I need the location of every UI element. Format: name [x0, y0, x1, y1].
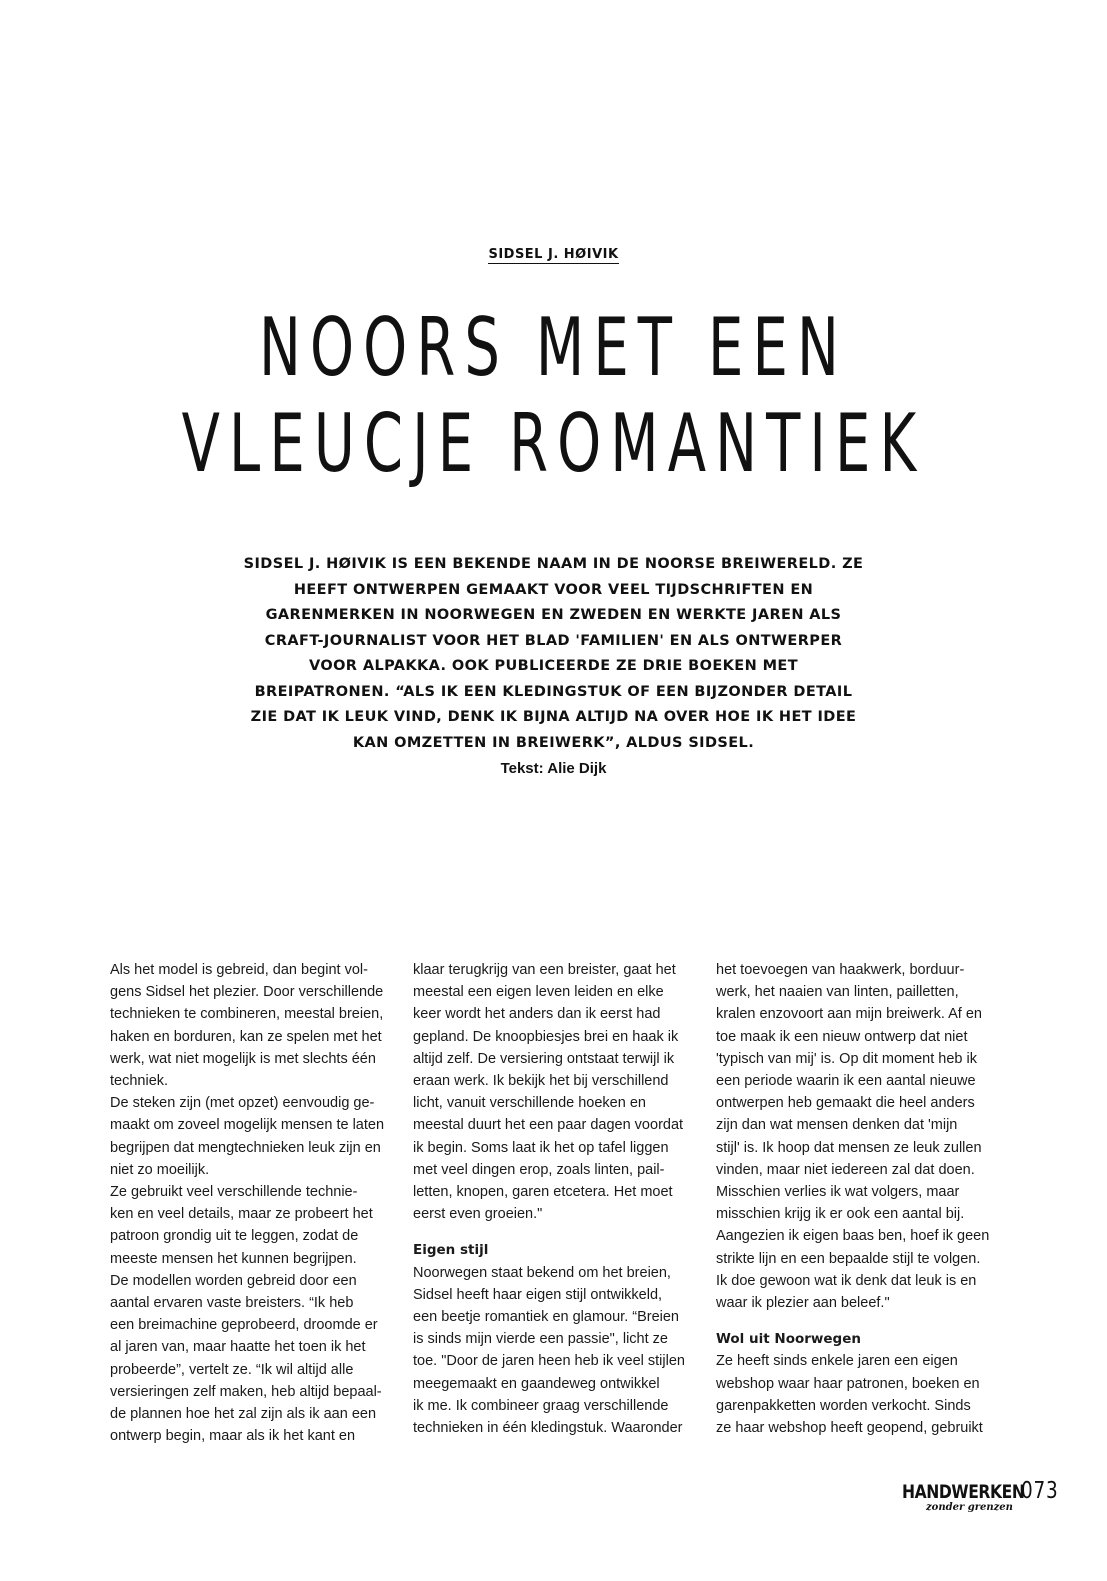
subheading-wol-uit-noorwegen: Wol uit Noorwegen [716, 1331, 861, 1348]
subheading-eigen-stijl: Eigen stijl [413, 1242, 489, 1259]
body-paragraph: klaar terugkrijg van een breister, gaat het meestal een eigen leven leiden en elke keer wordt het anders dan ik eerst had gepland. De knoopbiesjes brei en haak ik altijd zelf. De versiering ontstaat terwijl ik eraan werk. Ik bekijk het bij verschillend licht, vanuit verschillende hoeken en meestal duurt het een paar dagen voordat ik begin. Soms laat ik het op tafel liggen met veel dingen erop, zoals linten, pail- letten, knopen, garen etcetera. Het moet eerst even groeien." [413, 962, 684, 1223]
body-paragraph: het toevoegen van haakwerk, borduur- werk, het naaien van linten, pailletten, kralen enzovoort aan mijn breiwerk. Af en toe maak ik een nieuw ontwerp dat niet 'typisch van mij' is. Op dit moment heb ik een periode waarin ik een aantal nieuwe ontwerpen heb gemaakt die heel anders zijn dan wat mensen denken dat 'mijn stijl' is. Ik hoop dat mensen ze leuk zullen vinden, maar niet iedereen zal dat doen. Misschien verlies ik wat volgers, maar misschien krijg ik er ook een aantal bij. Aangezien ik eigen baas ben, hoef ik geen strikte lijn en een bepaalde stijl te volgen. Ik doe gewoon wat ik denk dat leuk is en waar ik plezier aan beleef." [716, 962, 990, 1312]
magazine-logo-tagline: zonder grenzen [926, 1502, 1013, 1513]
headline-line-1: NOORS MET EEN [259, 301, 848, 394]
body-column-2 [413, 959, 688, 1439]
body-paragraph: Ze heeft sinds enkele jaren een eigen webshop waar haar patronen, boeken en garenpakketten worden verkocht. Sinds ze haar webshop heeft geopend, gebruikt [716, 1353, 983, 1437]
article-byline: Tekst: Alie Dijk [500, 760, 607, 777]
article-intro: SIDSEL J. HØIVIK IS EEN BEKENDE NAAM IN DE NOORSE BREIWERELD. ZE HEEFT ONTWERPEN GEMAAKT VOOR VEEL TIJDSCHRIFTEN EN GARENMERKEN IN NOORWEGEN EN ZWEDEN EN WERKTE JAREN ALS CRAFT-JOURNALIST VOOR HET BLAD 'FAMILIEN' EN ALS ONTWERPER VOOR ALPAKKA. OOK PUBLICEERDE ZE DRIE BOEKEN MET BREIPATRONEN. “ALS IK EEN KLEDINGSTUK OF EEN BIJZONDER DETAIL ZIE DAT IK LEUK VIND, DENK IK BIJNA ALTIJD NA OVER HOE IK HET IDEE KAN OMZETTEN IN BREIWERK”, ALDUS SIDSEL. [243, 556, 864, 751]
body-column-3 [716, 959, 991, 1439]
body-column-1 [110, 959, 385, 1447]
page-footer [902, 1478, 1062, 1521]
magazine-logo: HANDWERKEN [902, 1481, 1025, 1503]
body-paragraph: Als het model is gebreid, dan begint vol- gens Sidsel het plezier. Door verschillende technieken te combineren, meestal breien, haken en borduren, kan ze spelen met het werk, wat niet mogelijk is met slechts één techniek. De steken zijn (met opzet) eenvoudig ge- maakt om zoveel mogelijk mensen te laten begrijpen dat mengtechnieken leuk zijn en niet zo moeilijk. Ze gebruikt veel verschillende technie- ken en veel details, maar ze probeert het patroon grondig uit te leggen, zodat de meeste mensen het kunnen begrijpen. De modellen worden gebreid door een aantal ervaren vaste breisters. “Ik heb een breimachine geprobeerd, droomde er al jaren van, maar haatte het toen ik het probeerde”, vertelt ze. “Ik wil altijd alle versieringen zelf maken, heb altijd bepaal- de plannen hoe het zal zijn als ik aan een ontwerp begin, maar als ik het kant en [110, 962, 385, 1445]
page-number: 073 [1021, 1478, 1059, 1504]
headline-line-2: VLEUCJE ROMANTIEK [181, 397, 926, 490]
author-name: SIDSEL J. HØIVIK [488, 247, 619, 262]
article-headline [0, 300, 1107, 492]
body-paragraph: Noorwegen staat bekend om het breien, Sidsel heeft haar eigen stijl ontwikkeld, een beetje romantiek en glamour. “Breien is sinds mijn vierde een passie", licht ze toe. "Door de jaren heen heb ik veel stijlen meegemaakt en gaandeweg ontwikkel ik me. Ik combineer graag verschillende technieken in één kledingstuk. Waaronder [413, 1264, 685, 1437]
article-kicker [0, 247, 1107, 262]
